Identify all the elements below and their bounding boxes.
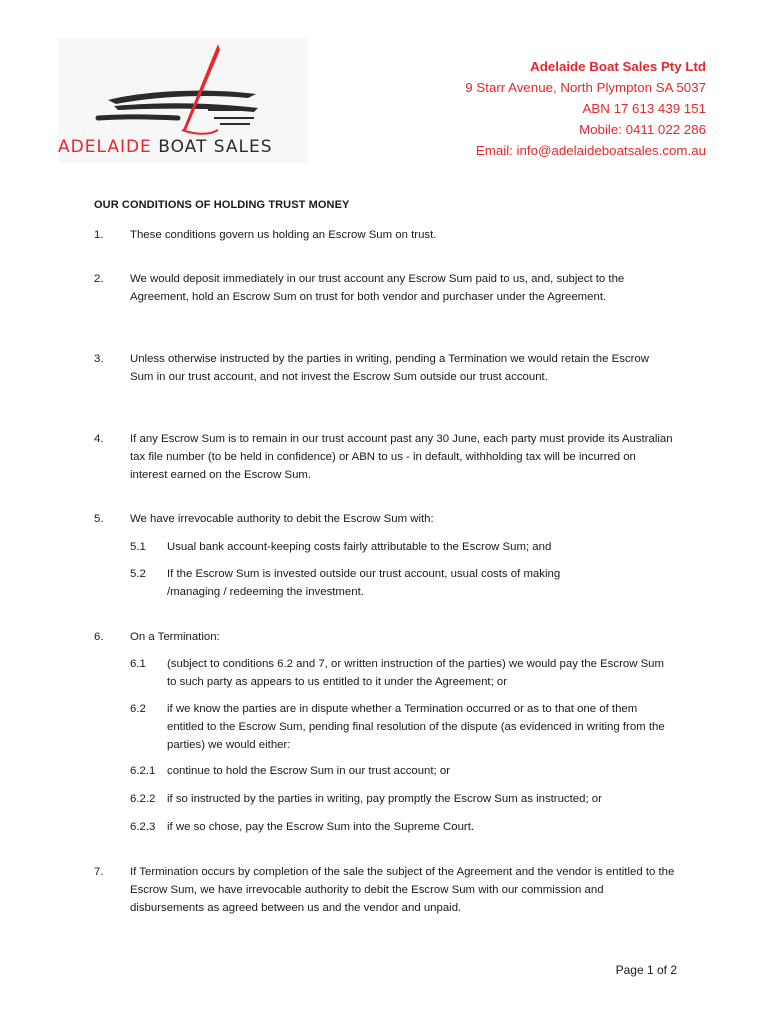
clause-text: We have irrevocable authority to debit the Escrow Sum with: [130,513,434,525]
subclause-text: if so instructed by the parties in writing, pay promptly the Escrow Sum as instructed; or [167,793,602,805]
clause-number: 3. [94,353,104,365]
company-details [465,56,706,161]
subclause-text: (subject to conditions 6.2 and 7, or written instruction of the parties) we would pay the Escrow Sum to such party as appears to us entitled to it under the Agreement; or [167,658,665,688]
company-name: Adelaide Boat Sales Pty Ltd [530,59,706,74]
company-abn: ABN 17 613 439 151 [582,101,706,116]
clause-number: 4. [94,433,104,445]
clause-number: 7. [94,866,104,878]
subclause-text: If the Escrow Sum is invested outside our trust account, usual costs of making /managing / redeeming the investment. [167,568,561,598]
subclause-number: 5.1 [130,541,146,553]
subclause-number: 6.2.1 [130,765,156,777]
clause-text: If Termination occurs by completion of the sale the subject of the Agreement and the vendor is entitled to the Escrow Sum, we have irrevocable authority to debit the Escrow Sum with our commission and disbursements as agreed between us and the vendor and unpaid. [130,866,675,914]
subclause-text: continue to hold the Escrow Sum in our trust account; or [167,765,451,777]
adelaide-boat-sales-logo [58,38,308,163]
subclause-text: Usual bank account-keeping costs fairly attributable to the Escrow Sum; and [167,541,552,553]
subclause-number: 6.2.3 [130,821,156,833]
clause-number: 1. [94,229,104,241]
subclause-text: if we know the parties are in dispute whether a Termination occurred or as to that one of them entitled to the Escrow Sum, pending final resolution of the dispute (as evidenced in writing from the parties) we would either: [167,703,665,751]
clause-text: Unless otherwise instructed by the parties in writing, pending a Termination we would retain the Escrow Sum in our trust account, and not invest the Escrow Sum outside our trust account. [130,353,649,383]
logo-text: ADELAIDE BOAT SALES [58,137,273,157]
clause-number: 2. [94,273,104,285]
company-mobile: Mobile: 0411 022 286 [579,122,706,137]
clause-text: On a Termination: [130,631,220,643]
clause-text: These conditions govern us holding an Escrow Sum on trust. [130,229,437,241]
subclause-number: 6.2.2 [130,793,156,805]
company-address: 9 Starr Avenue, North Plympton SA 5037 [465,80,706,95]
clause-text: We would deposit immediately in our trust account any Escrow Sum paid to us, and, subject to the Agreement, hold an Escrow Sum on trust for both vendor and purchaser under the Agreement. [130,273,625,303]
subclause-number: 5.2 [130,568,146,580]
subclause-number: 6.1 [130,658,146,670]
subclause-number: 6.2 [130,703,146,715]
page-number: Page 1 of 2 [615,963,677,977]
company-email[interactable]: Email: info@adelaideboatsales.com.au [475,143,706,158]
clause-number: 6. [94,631,104,643]
clause-number: 5. [94,513,104,525]
subclause-text: if we so chose, pay the Escrow Sum into the Supreme Court. [167,821,475,833]
clause-text: If any Escrow Sum is to remain in our trust account past any 30 June, each party must provide its Australian tax file number (to be held in confidence) or ABN to us - in default, withholding tax will be incurred on interest earned on the Escrow Sum. [130,433,673,481]
document-title: OUR CONDITIONS OF HOLDING TRUST MONEY [94,199,350,211]
